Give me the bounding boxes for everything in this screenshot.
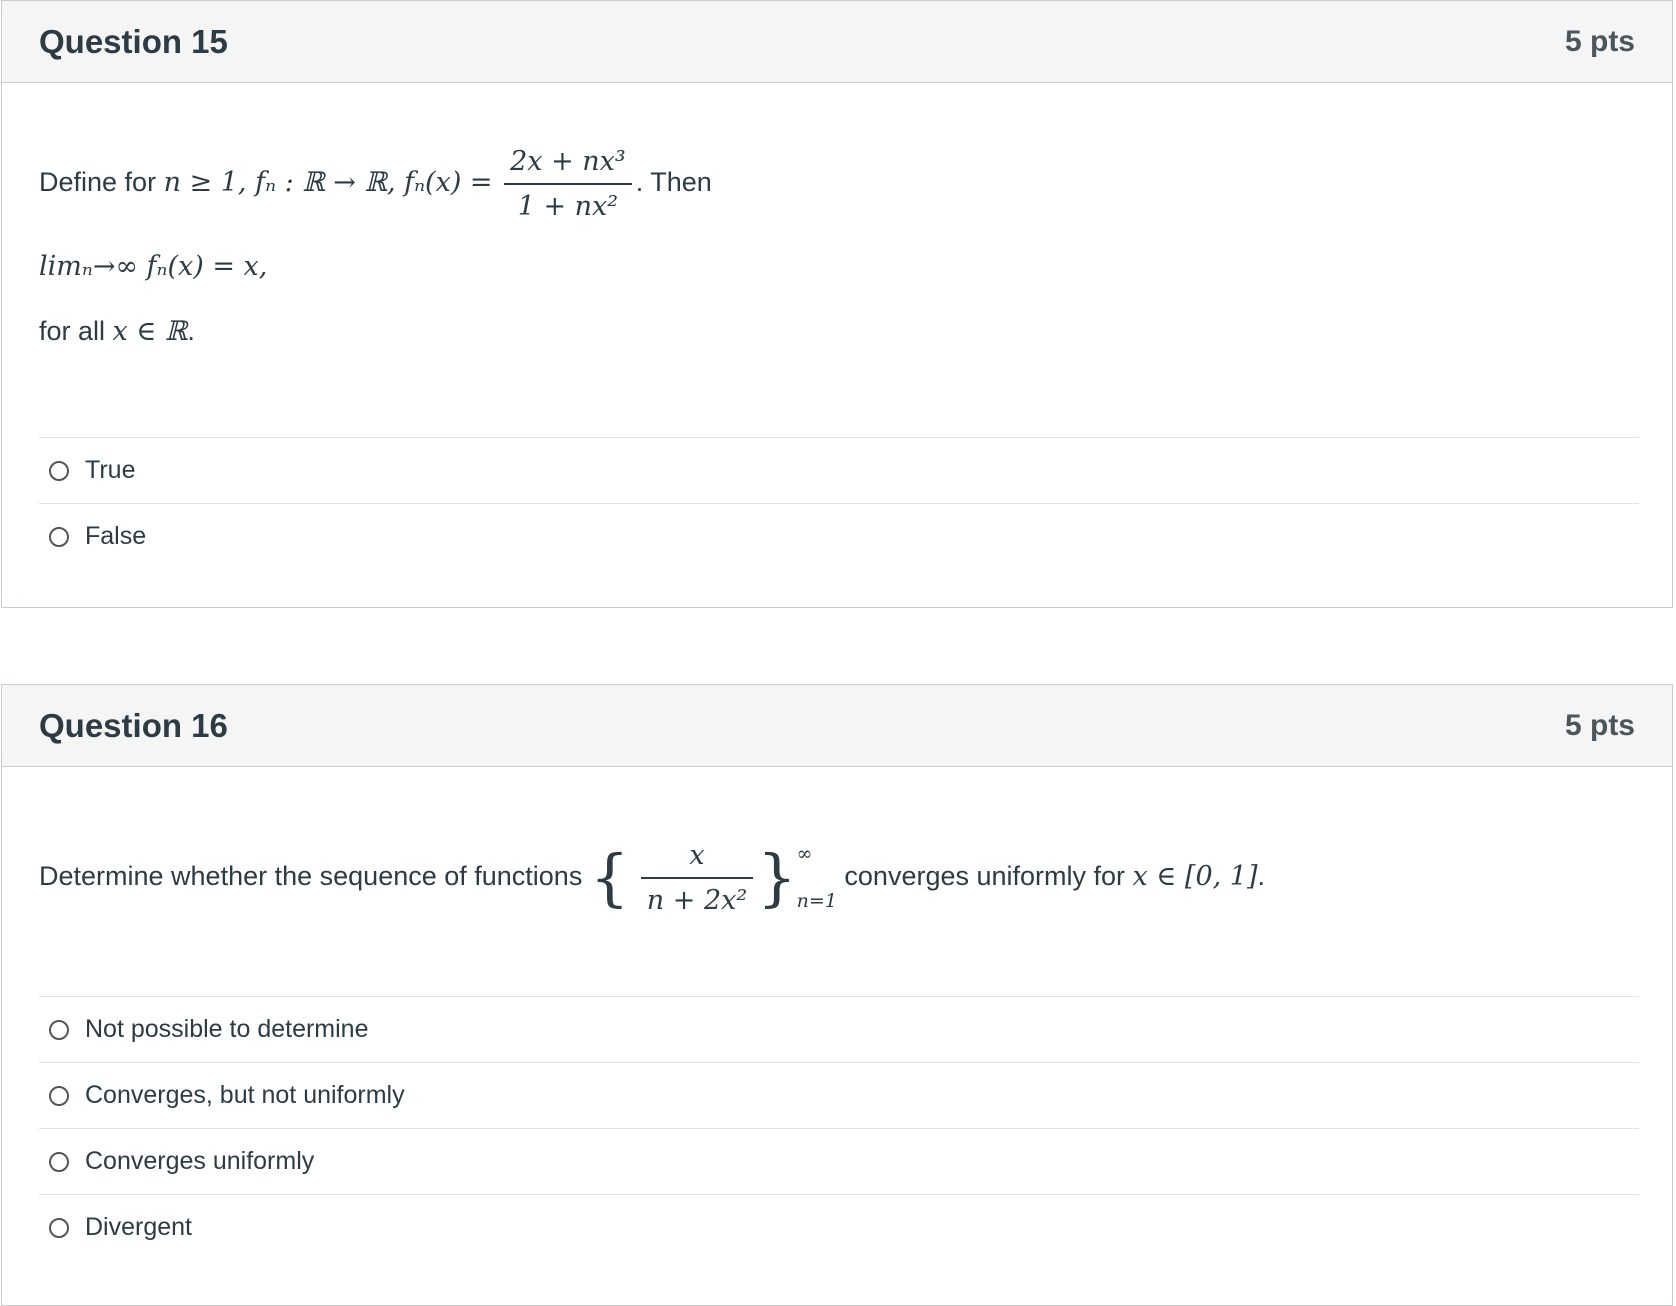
text-prefix: for all xyxy=(39,316,113,346)
open-brace: { xyxy=(589,841,630,914)
question-text-line2: limₙ→∞ fₙ(x) = x, xyxy=(39,251,268,282)
text-prefix: Define for xyxy=(39,167,164,198)
fraction-numerator: 2x + nx³ xyxy=(504,146,632,185)
math-function-map: fₙ : ℝ → ℝ, fₙ(x) = xyxy=(255,167,493,199)
math-fraction xyxy=(504,146,632,222)
math-fraction xyxy=(641,840,753,916)
sequence-limits xyxy=(797,845,837,911)
question-text xyxy=(39,840,1265,916)
answer-option-false[interactable] xyxy=(39,503,1639,569)
fraction-denominator: 1 + nx² xyxy=(517,191,619,222)
radio-button[interactable] xyxy=(49,1086,69,1106)
fraction-numerator: x xyxy=(641,840,753,879)
answer-option-converges-not-uniformly[interactable] xyxy=(39,1062,1639,1128)
question-text-line3 xyxy=(39,316,195,347)
math-domain: x ∈ ℝ xyxy=(112,316,188,347)
text-suffix: . xyxy=(1257,861,1266,892)
radio-button[interactable] xyxy=(49,1152,69,1172)
radio-button[interactable] xyxy=(49,527,69,547)
math-domain: x ∈ [0, 1] xyxy=(1132,861,1258,893)
question-15-card xyxy=(1,0,1673,608)
question-title: Question 15 xyxy=(39,22,228,60)
text-suffix: . xyxy=(187,316,195,346)
question-text-line1 xyxy=(39,146,712,222)
text-suffix: . Then xyxy=(635,167,712,198)
option-label: True xyxy=(85,456,136,484)
question-16-header xyxy=(2,685,1672,767)
radio-button[interactable] xyxy=(49,1218,69,1238)
radio-button[interactable] xyxy=(49,1020,69,1040)
option-label: Divergent xyxy=(85,1213,192,1241)
question-points: 5 pts xyxy=(1564,24,1635,58)
upper-limit: ∞ xyxy=(796,843,813,865)
question-points: 5 pts xyxy=(1564,708,1635,742)
radio-button[interactable] xyxy=(49,461,69,481)
question-title: Question 16 xyxy=(39,706,228,744)
answer-option-divergent[interactable] xyxy=(39,1194,1639,1260)
answer-options xyxy=(39,437,1639,569)
option-label: Converges uniformly xyxy=(85,1147,315,1175)
answer-option-true[interactable] xyxy=(39,437,1639,503)
lower-limit: n=1 xyxy=(796,890,837,912)
option-label: False xyxy=(85,522,147,550)
math-condition: n ≥ 1, xyxy=(163,167,256,199)
answer-options xyxy=(39,996,1639,1260)
answer-option-not-possible[interactable] xyxy=(39,996,1639,1062)
option-label: Not possible to determine xyxy=(85,1015,369,1043)
option-label: Converges, but not uniformly xyxy=(85,1081,405,1109)
close-brace: } xyxy=(757,841,797,914)
answer-option-converges-uniformly[interactable] xyxy=(39,1128,1639,1194)
question-15-header xyxy=(2,1,1672,83)
text-prefix: Determine whether the sequence of functions xyxy=(39,861,590,892)
question-16-card xyxy=(1,684,1673,1306)
fraction-denominator: n + 2x² xyxy=(646,885,748,916)
text-suffix: converges uniformly for xyxy=(836,861,1133,892)
